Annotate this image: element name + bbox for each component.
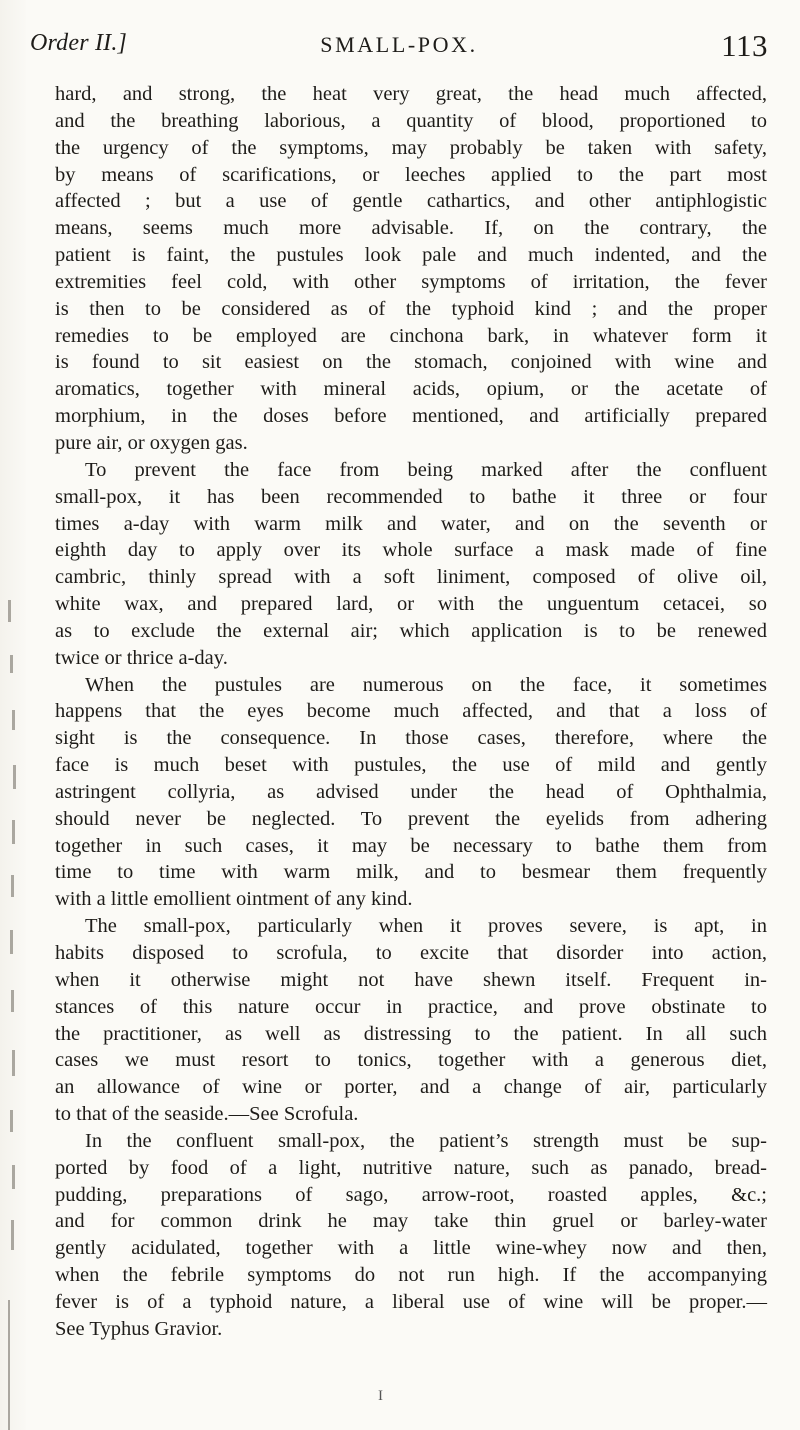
text-line: gently acidulated, together with a little wine-whey now and then, <box>55 1237 767 1260</box>
binding-shadow <box>12 710 15 730</box>
binding-shadow <box>11 1220 14 1250</box>
text-line: affected ; but a use of gentle cathartics, and other antiphlogistic <box>55 190 767 213</box>
text-line: an allowance of wine or porter, and a change of air, particularly <box>55 1076 767 1099</box>
text-line: stances of this nature occur in practice, and prove obstinate to <box>55 995 767 1018</box>
binding-shadow <box>12 820 15 844</box>
text-line: is found to sit easiest on the stomach, conjoined with wine and <box>55 351 767 374</box>
binding-shadow <box>12 1050 15 1076</box>
text-line: remedies to be employed are cinchona bark, in whatever form it <box>55 324 767 347</box>
text-line: cambric, thinly spread with a soft liniment, composed of olive oil, <box>55 566 767 589</box>
binding-shadow <box>11 990 14 1012</box>
text-line: cases we must resort to tonics, together with a generous diet, <box>55 1049 767 1072</box>
text-line: times a-day with warm milk and water, and on the seventh or <box>55 512 767 535</box>
text-line: time to time with warm milk, and to besmear them frequently <box>55 861 767 884</box>
binding-shadow <box>10 655 13 673</box>
binding-shadow <box>8 600 11 622</box>
body-text <box>55 81 767 1343</box>
text-line: ported by food of a light, nutritive nature, such as panado, bread- <box>55 1156 767 1179</box>
binding-shadow <box>8 1300 10 1430</box>
text-line: habits disposed to scrofula, to excite that disorder into action, <box>55 942 767 964</box>
binding-shadow <box>13 765 16 789</box>
text-line: when the febrile symptoms do not run high. If the accompanying <box>55 1264 767 1287</box>
text-line: fever is of a typhoid nature, a liberal use of wine will be proper.— <box>55 1290 767 1313</box>
paragraph-start: In the confluent small-pox, the patient’s strength must be sup- <box>85 1129 767 1152</box>
text-line: patient is faint, the pustules look pale and much indented, and the <box>55 244 767 267</box>
binding-shadow <box>12 1165 15 1189</box>
text-line: small-pox, it has been recommended to bathe it three or four <box>55 485 767 508</box>
binding-shadow <box>10 1110 13 1132</box>
text-line: when it otherwise might not have shewn itself. Frequent in- <box>55 968 767 991</box>
text-line: the urgency of the symptoms, may probably be taken with safety, <box>55 136 767 159</box>
header-title: SMALL-POX. <box>320 32 478 57</box>
binding-shadow <box>10 930 13 954</box>
text-line: with a little emollient ointment of any kind. <box>55 888 413 911</box>
text-line: is then to be considered as of the typhoid kind ; and the proper <box>55 297 767 320</box>
text-line: and the breathing laborious, a quantity of blood, proportioned to <box>55 109 767 132</box>
text-line: face is much beset with pustules, the use of mild and gently <box>55 754 767 777</box>
text-line: happens that the eyes become much affected, and that a loss of <box>55 700 767 723</box>
text-line: twice or thrice a-day. <box>55 646 228 669</box>
paragraph-start: To prevent the face from being marked after the confluent <box>85 458 767 481</box>
text-line: means, seems much more advisable. If, on the contrary, the <box>55 217 767 240</box>
text-line: the practitioner, as well as distressing to the patient. In all such <box>55 1022 767 1045</box>
text-line: extremities feel cold, with other symptoms of irritation, the fever <box>55 270 767 293</box>
header-section: Order II.] <box>30 30 128 56</box>
text-line: See Typhus Gravior. <box>55 1317 223 1340</box>
text-line: astringent collyria, as advised under the head of Ophthalmia, <box>55 780 767 803</box>
paragraph-start: The small-pox, particularly when it proves severe, is apt, in <box>85 915 767 938</box>
text-line: together in such cases, it may be necessary to bathe them from <box>55 834 767 857</box>
page-number: 113 <box>721 28 768 63</box>
binding-shadow <box>11 875 14 897</box>
text-line: should never be neglected. To prevent the eyelids from adhering <box>55 807 767 830</box>
text-line: as to exclude the external air; which application is to be renewed <box>55 619 767 642</box>
text-line: morphium, in the doses before mentioned, and artificially prepared <box>55 405 767 428</box>
text-line: sight is the consequence. In those cases, therefore, where the <box>55 727 767 750</box>
signature-mark: I <box>378 1388 383 1404</box>
text-line: white wax, and prepared lard, or with the unguentum cetacei, so <box>55 593 767 616</box>
running-header <box>30 30 768 70</box>
text-line: by means of scarifications, or leeches applied to the part most <box>55 163 767 186</box>
text-line: hard, and strong, the heat very great, the head much affected, <box>55 83 767 105</box>
text-line: to that of the seaside.—See Scrofula. <box>55 1103 359 1126</box>
paragraph-start: When the pustules are numerous on the face, it sometimes <box>85 673 767 696</box>
text-line: aromatics, together with mineral acids, opium, or the acetate of <box>55 378 767 401</box>
text-line: pudding, preparations of sago, arrow-root, roasted apples, &c.; <box>55 1183 767 1206</box>
text-line: eighth day to apply over its whole surface a mask made of fine <box>55 539 767 562</box>
text-line: pure air, or oxygen gas. <box>55 431 248 454</box>
page-gutter <box>0 0 26 1430</box>
text-line: and for common drink he may take thin gruel or barley-water <box>55 1210 767 1233</box>
